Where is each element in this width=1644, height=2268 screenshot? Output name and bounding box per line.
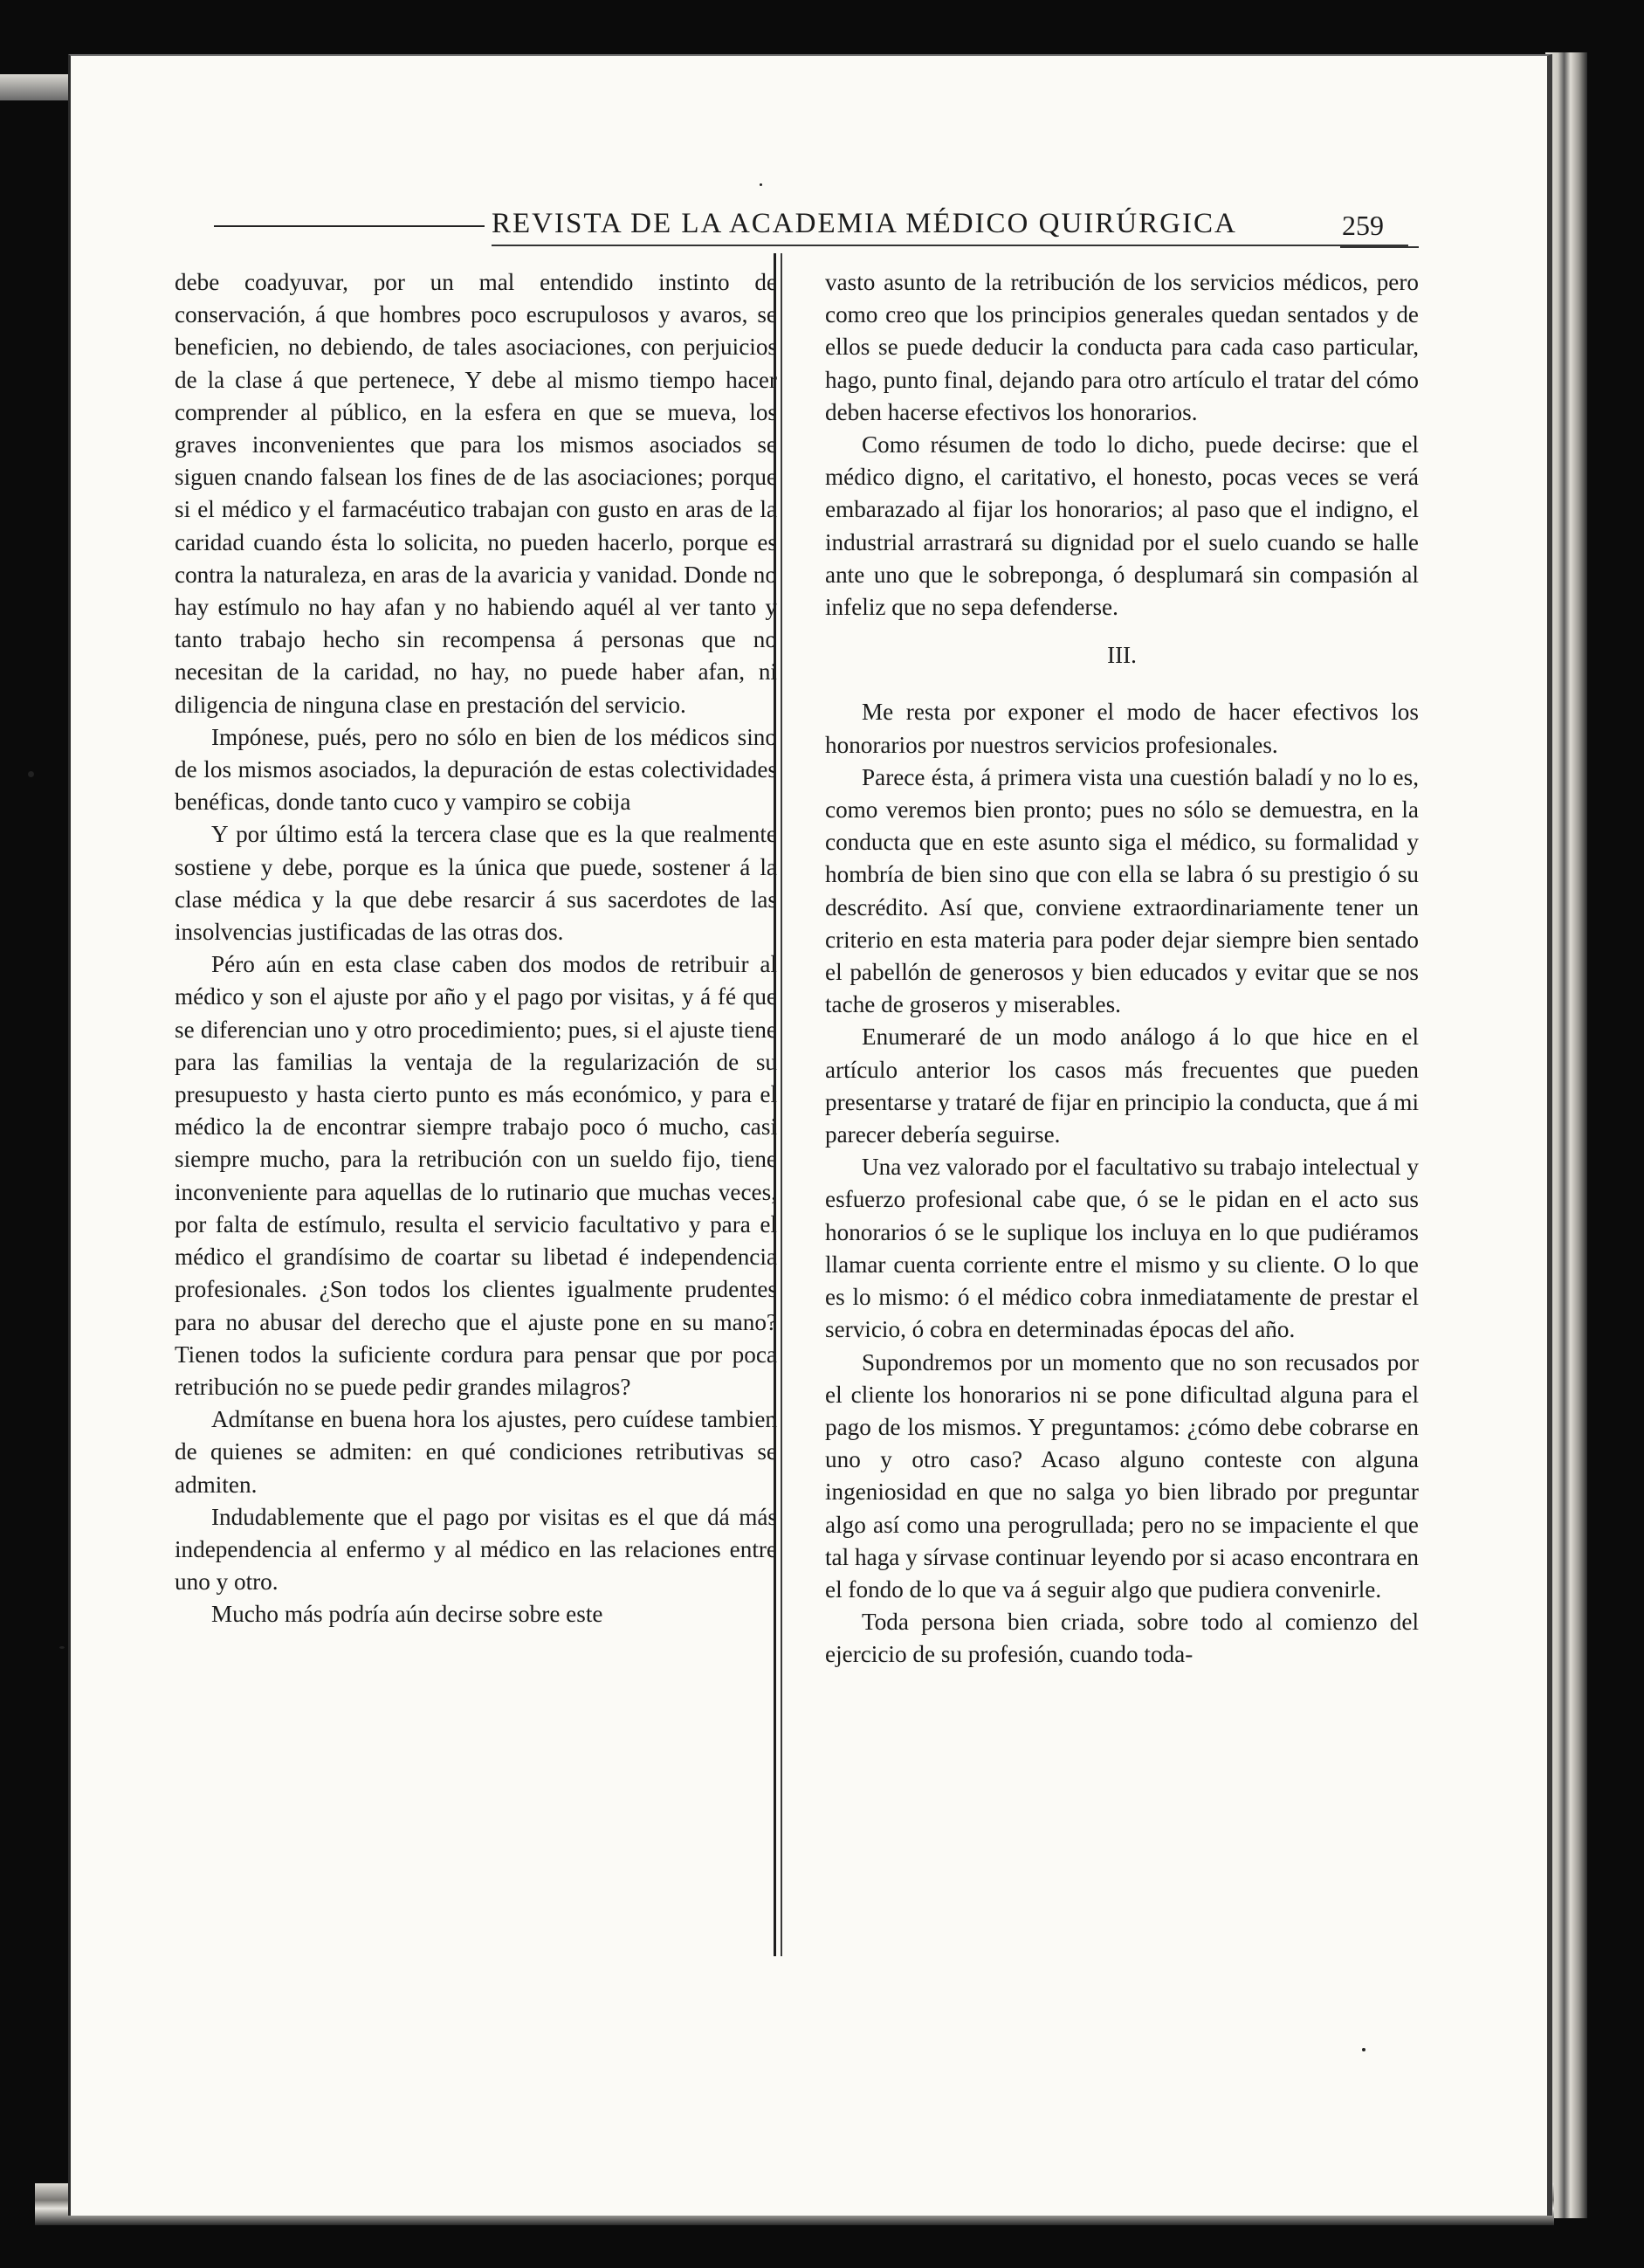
- paragraph: Toda persona bien criada, sobre todo al comienzo del ejercicio de su profesión, cuando toda-: [825, 1609, 1419, 1668]
- paragraph: Admítanse en buena hora los ajustes, pero cuídese tambien de quienes se admiten: en qué condiciones retributivas se admiten.: [175, 1406, 777, 1498]
- paragraph: debe coadyuvar, por un mal entendido instinto de conservación, á que hombres poco escrupulosos y avaros, se beneficien, no debiendo, de tales asociaciones, con perjuicios de la clase á que pertenece, Y debe al mismo tiempo hacer comprender al público, en la esfera en que se mueva, los graves inconvenientes que para los mismos asociados se siguen cnando falsean los fines de de las asociaciones; porque si el médico y el farmacéutico trabajan con gusto en aras de la caridad cuando ésta lo solicita, no pueden hacerlo, porque es contra la naturaleza, en aras de la avaricia y vanidad. Donde no hay estímulo no hay afan y no habiendo aquél al ver tanto y tanto trabajo hecho sin recompensa á personas que no necesitan de la caridad, no hay, no puede haber afan, ni diligencia de ninguna clase en prestación del servicio.: [175, 269, 777, 718]
- column-divider: [774, 253, 782, 1956]
- paragraph: Como résumen de todo lo dicho, puede decirse: que el médico digno, el caritativo, el honesto, pocas veces se verá embarazado al fijar los honorarios; al paso que el indigno, el industrial arrastrará su dignidad por el suelo cuando se halle ante uno que le sobreponga, ó desplumará sin compasión al infeliz que no sepa defenderse.: [825, 431, 1419, 621]
- paragraph: Una vez valorado por el facultativo su trabajo intelectual y esfuerzo profesional cabe que, ó se le pidan en el acto sus honorarios ó se le suplique los incluya en lo que pudiéramos llamar cuenta corriente entre el mismo y su cliente. O lo que es lo mismo: ó el médico cobra inmediatamente de prestar el servicio, ó cobra en determinadas épocas del año.: [825, 1154, 1419, 1343]
- paragraph: Y por último está la tercera clase que es la que realmente sostiene y debe, porque es la única que puede, sostener á la clase médica y la que debe resarcir á sus sacerdotes de las insolvencias justificadas de las otras dos.: [175, 821, 777, 946]
- running-header: [214, 208, 1414, 260]
- paragraph: Enumeraré de un modo análogo á lo que hice en el artículo anterior los casos más frecuentes que pueden presentarse y trataré de fijar en principio la conducta, que á mi parecer debería seguirse.: [825, 1024, 1419, 1148]
- scan-speck: [760, 183, 762, 186]
- paragraph: Indudablemente que el pago por visitas es el que dá más independencia al enfermo y al médico en las relaciones entre uno y otro.: [175, 1503, 777, 1596]
- header-rule-left: [214, 225, 485, 227]
- text-column-right: [825, 266, 1419, 1978]
- paragraph: Péro aún en esta clase caben dos modos de retribuir al médico y son el ajuste por año y el pago por visitas, y á fé que se diferencian uno y otro procedimiento; pues, si el ajuste tiene para las familias la ventaja de la regularización de su presupuesto y hasta cierto punto es más económico, y para el médico la de encontrar siempre trabajo poco ó mucho, casi siempre mucho, para la retribución con un sueldo fijo, tiene inconveniente para aquellas de lo rutinario que muchas veces, por falta de estímulo, resulta el servicio facultativo y para el médico el grandísimo de coartar su libetad é independencia profesionales. ¿Son todos los clientes igualmente prudentes para no abusar del derecho que el ajuste pone en su mano? Tienen todos la suficiente cordura para pensar que por poca retribución no se puede pedir grandes milagros?: [175, 951, 777, 1400]
- paragraph: vasto asunto de la retribución de los servicios médicos, pero como creo que los principios generales quedan sentados y de ellos se puede deducir la conducta para cada caso particular, hago, punto final, dejando para otro artículo el tratar del cómo deben hacerse efectivos los honorarios.: [825, 269, 1419, 425]
- header-rule: [492, 245, 1408, 246]
- paragraph: Parece ésta, á primera vista una cuestión baladí y no lo es, como veremos bien pronto; pues no sólo se demuestra, en la conducta que en este asunto siga el médico, su formalidad y hombría de bien sino que con ella se labra ó su prestigio ó su descrédito. Así que, conviene extraordinariamente tener un criterio en esta materia para poder dejar siempre bien sentado el pabellón de generosos y bien educados y evitar que se nos tache de groseros y miserables.: [825, 763, 1419, 1018]
- paragraph: Supondremos por un momento que no son recusados por el cliente los honorarios ni se pone dificultad alguna para el pago de los mismos. Y preguntamos: ¿cómo debe cobrarse en uno y otro caso? Acaso alguno conteste con alguna ingeniosidad en que no salga yo bien librado por preguntar algo así como una perogrullada; pero no se impaciente el que tal haga y sírvase continuar leyendo por si acaso encontrara en el fondo de lo que va á seguir algo que pudiera convenirle.: [825, 1348, 1419, 1603]
- page-number: 259: [1342, 210, 1384, 241]
- paragraph: Me resta por exponer el modo de hacer efectivos los honorarios por nuestros servicios profesionales.: [825, 699, 1419, 758]
- section-heading: III.: [1107, 642, 1137, 669]
- scan-speck: [59, 1646, 65, 1649]
- adjacent-page-edge: [0, 74, 70, 100]
- paragraph: Mucho más podría aún decirse sobre este: [211, 1601, 603, 1628]
- paragraph: Impónese, pués, pero no sólo en bien de los médicos sino de los mismos asociados, la depuración de estas colectividades benéficas, donde tanto cuco y vampiro se cobija: [175, 723, 777, 816]
- scan-speck: [1362, 2048, 1365, 2051]
- text-column-left: [175, 266, 777, 1978]
- journal-title: REVISTA DE LA ACADEMIA MÉDICO QUIRÚRGICA: [492, 208, 1237, 239]
- header-rule-right: [1340, 246, 1419, 248]
- scan-speck: [28, 771, 34, 777]
